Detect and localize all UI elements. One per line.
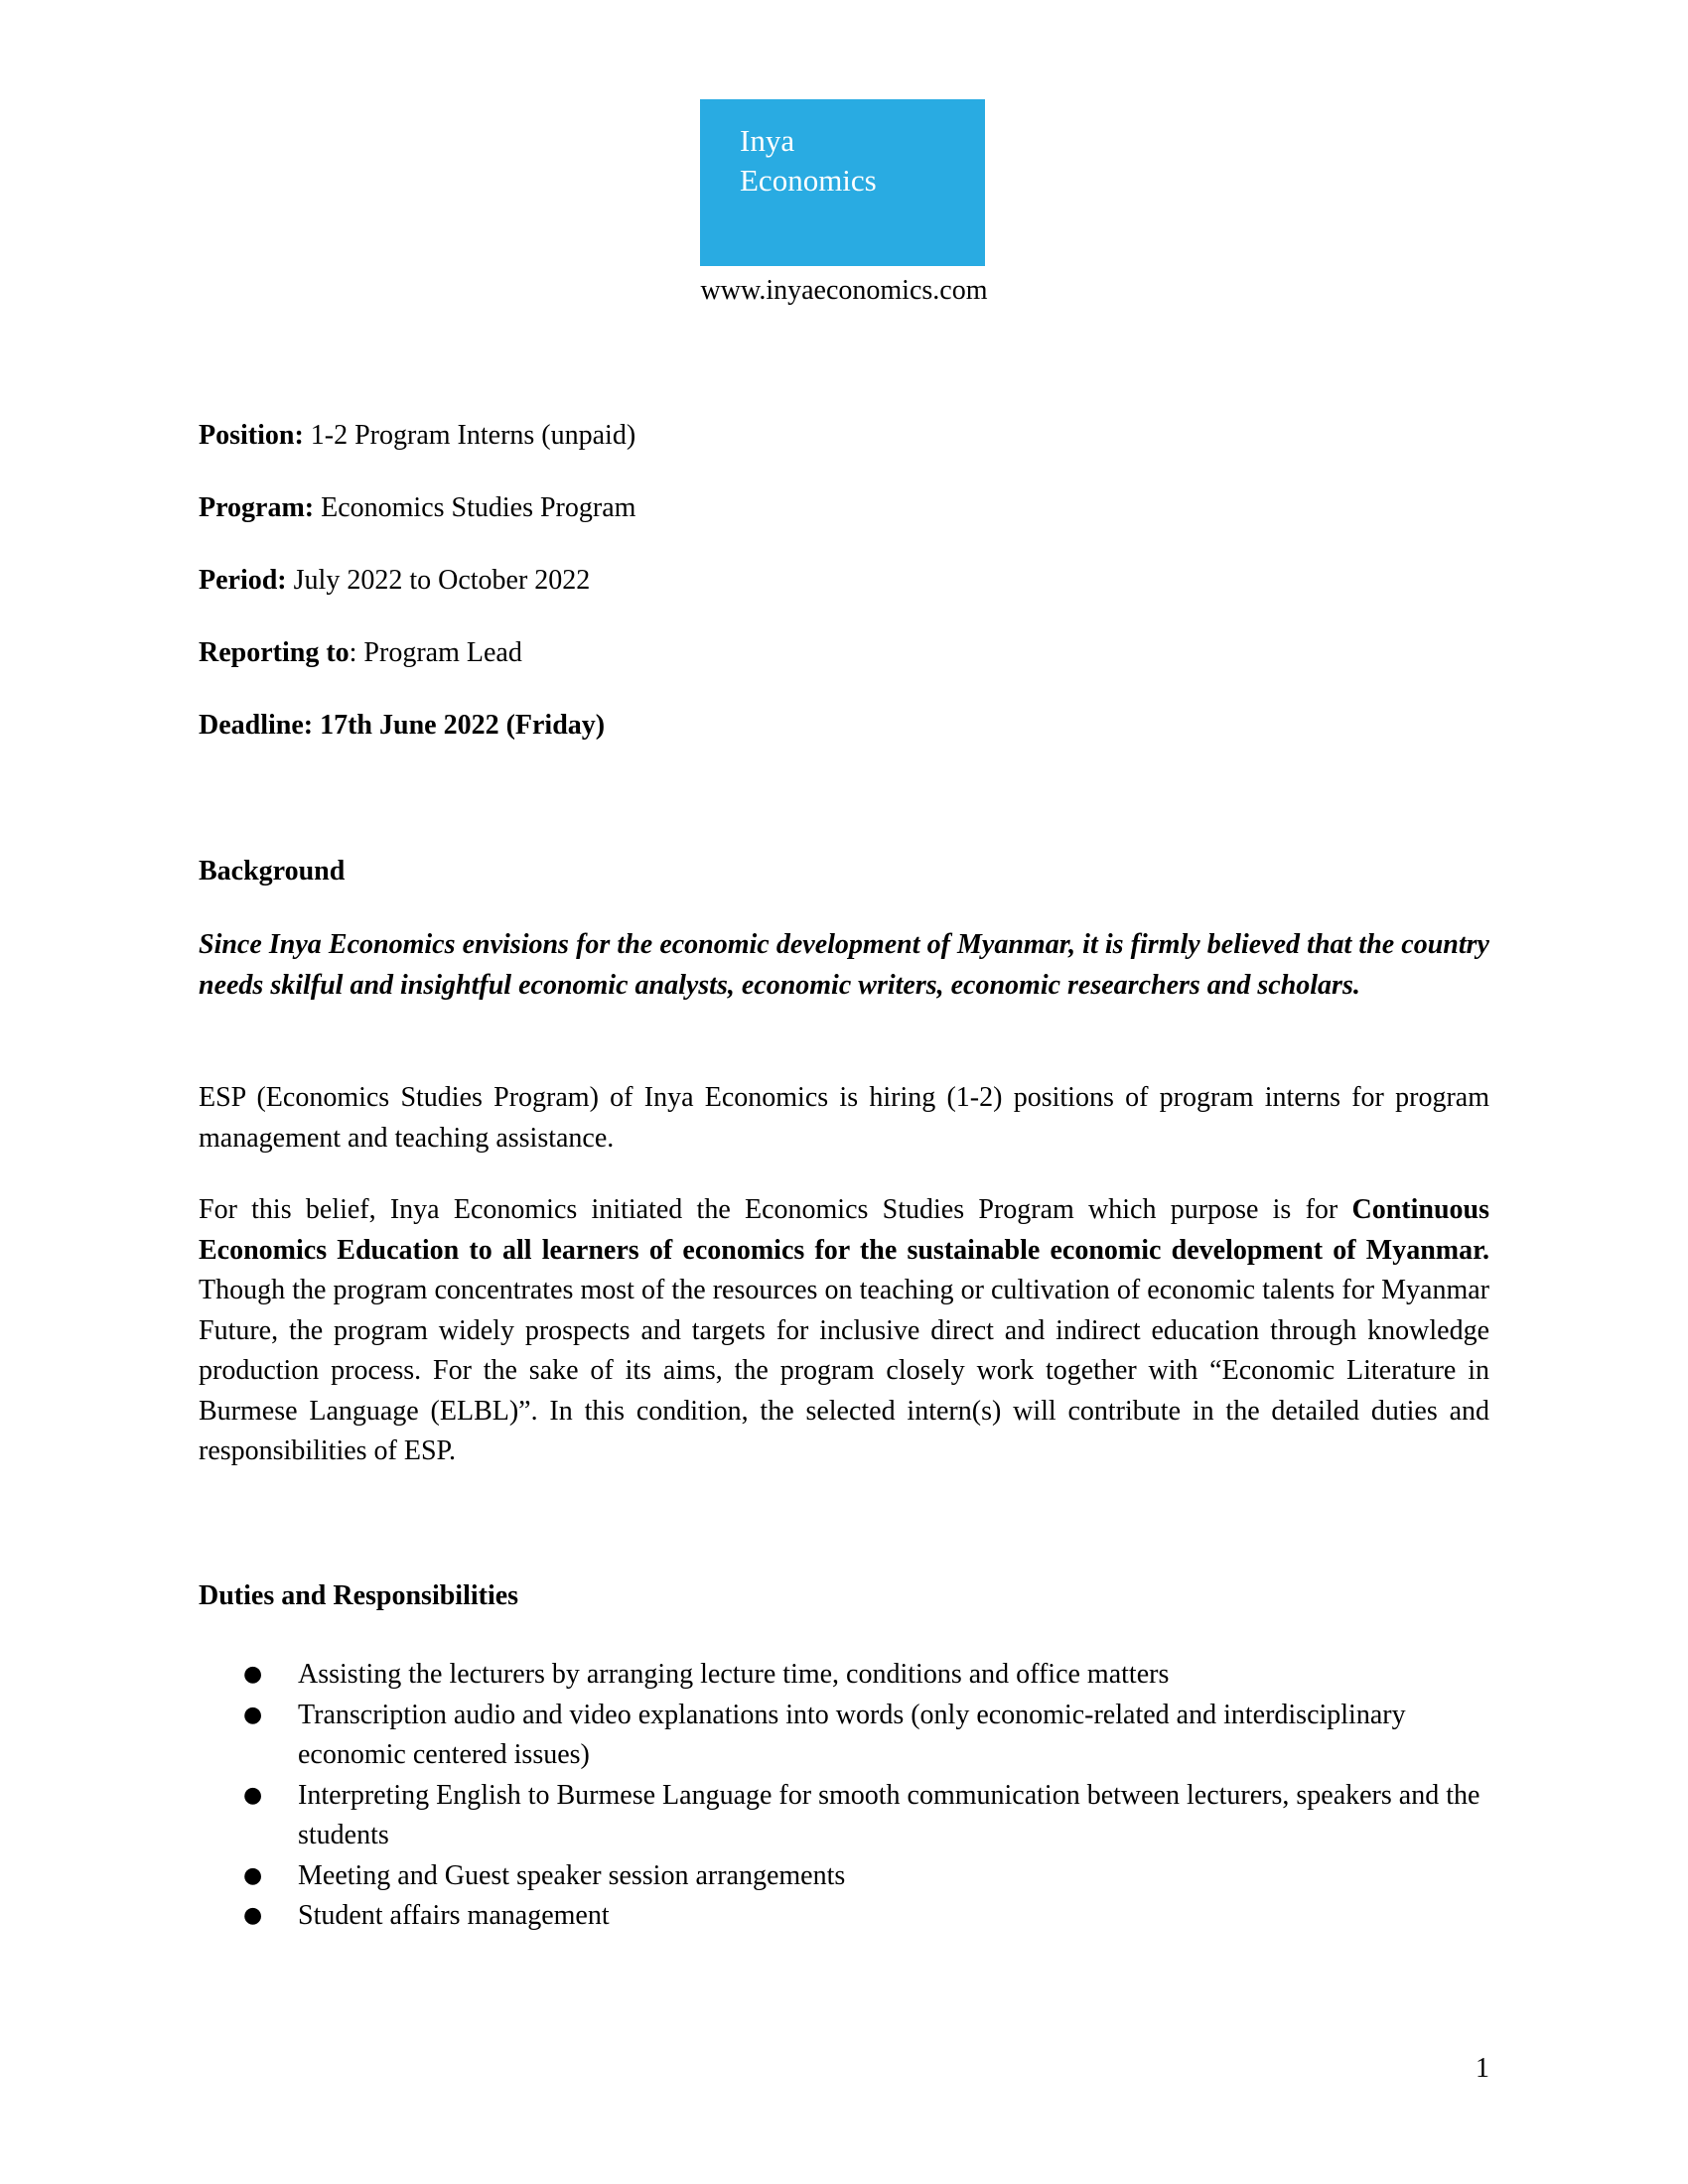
position-value: 1-2 Program Interns (unpaid) bbox=[303, 420, 636, 451]
duty-text: Transcription audio and video explanations into words (only economic-related and interdisciplinary economic centered issues) bbox=[298, 1699, 1406, 1770]
logo-line-2: Economics bbox=[740, 163, 877, 198]
period-label: Period: bbox=[199, 565, 287, 596]
bullet-icon: ● bbox=[243, 1903, 263, 1928]
deadline-field bbox=[199, 706, 605, 746]
deadline-label: Deadline: 17th June 2022 (Friday) bbox=[199, 710, 606, 741]
program-value: Economics Studies Program bbox=[314, 492, 636, 523]
bullet-icon: ● bbox=[243, 1702, 263, 1727]
belief-text-bold: Continuous Economics Education to all learners of economics for the sustainable economic development of Myanmar. bbox=[199, 1194, 1489, 1266]
list-item bbox=[199, 1696, 1489, 1776]
list-item bbox=[199, 1896, 1489, 1937]
duty-text: Assisting the lecturers by arranging lecture time, conditions and office matters bbox=[298, 1659, 1170, 1690]
website-url: www.inyaeconomics.com bbox=[700, 275, 988, 306]
reporting-field bbox=[199, 633, 522, 673]
reporting-value: : Program Lead bbox=[349, 637, 522, 668]
bullet-icon: ● bbox=[243, 1662, 263, 1687]
program-label: Program: bbox=[199, 492, 315, 523]
belief-text-end: Though the program concentrates most of the resources on teaching or cultivation of economic talents for Myanmar Future, the program widely prospects and targets for inclusive direct and indirect education through knowledge production process. For the sake of its aims, the program closely work together with “Economic Literature in Burmese Language (ELBL)”. In this condition, the selected intern(s) will contribute in the detailed duties and responsibilities of ESP. bbox=[199, 1275, 1489, 1466]
duty-text: Meeting and Guest speaker session arrangements bbox=[298, 1859, 846, 1891]
bullet-icon: ● bbox=[243, 1782, 263, 1808]
page-number: 1 bbox=[1476, 2053, 1489, 2084]
position-field bbox=[199, 416, 635, 456]
hiring-paragraph: ESP (Economics Studies Program) of Inya Economics is hiring (1-2) positions of program interns for program management and teaching assistance. bbox=[199, 1082, 1489, 1154]
position-label: Position: bbox=[199, 420, 304, 451]
period-value: July 2022 to October 2022 bbox=[286, 565, 591, 596]
belief-paragraph bbox=[199, 1190, 1489, 1472]
bullet-icon: ● bbox=[243, 1862, 263, 1888]
list-item bbox=[199, 1856, 1489, 1897]
list-item bbox=[199, 1776, 1489, 1856]
duties-list bbox=[199, 1655, 1489, 1937]
program-field bbox=[199, 488, 635, 528]
logo bbox=[700, 99, 985, 266]
reporting-label: Reporting to bbox=[199, 637, 350, 668]
list-item bbox=[199, 1655, 1489, 1696]
logo-line-1: Inya bbox=[740, 123, 795, 158]
duties-heading: Duties and Responsibilities bbox=[199, 1580, 519, 1611]
period-field bbox=[199, 561, 590, 601]
background-heading: Background bbox=[199, 856, 346, 887]
background-intro: Since Inya Economics envisions for the economic development of Myanmar, it is firmly believed that the country needs skilful and insightful economic analysts, economic writers, economic researchers and scholars. bbox=[199, 929, 1489, 1001]
belief-text-start: For this belief, Inya Economics initiated the Economics Studies Program which purpose is for bbox=[199, 1194, 1352, 1225]
duty-text: Student affairs management bbox=[298, 1900, 610, 1931]
duty-text: Interpreting English to Burmese Language for smooth communication between lecturers, speakers and the students bbox=[298, 1779, 1480, 1850]
